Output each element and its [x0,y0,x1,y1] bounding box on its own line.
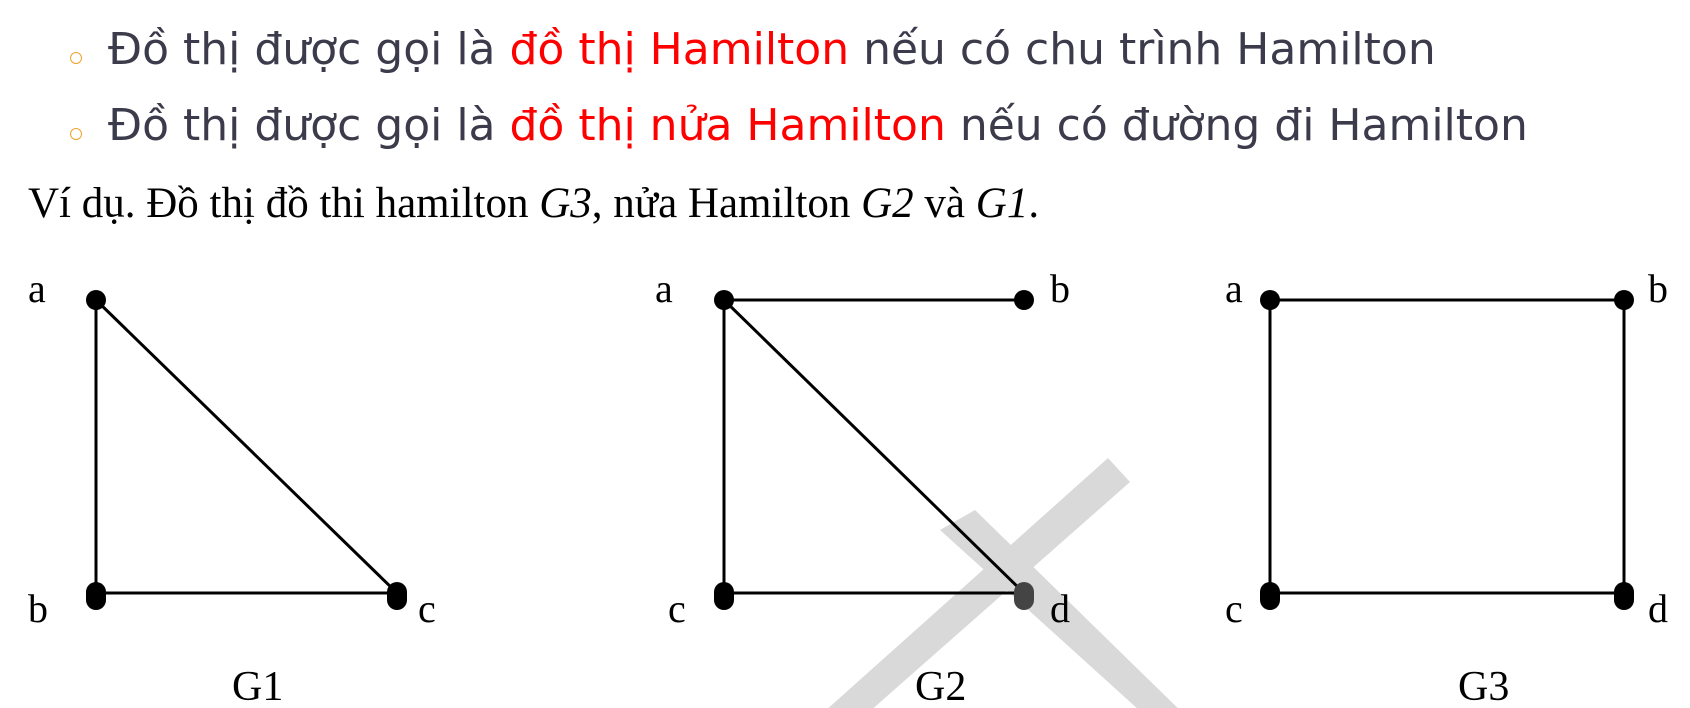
example-mid1: , nửa Hamilton [591,180,862,227]
g3-vertex-c [1260,582,1280,610]
graph-g3 [1270,300,1624,593]
bullet-text-before: Đồ thị được gọi là [108,24,510,75]
g2-vertex-a [714,290,734,310]
bullet-highlight: đồ thị Hamilton [509,24,850,75]
g3-name: G3 [1458,664,1510,708]
g2-name: G2 [915,664,967,708]
g3-label-b: b [1648,266,1668,311]
bullet-highlight: đồ thị nửa Hamilton [509,100,946,151]
g1-vertex-b [86,582,106,610]
watermark-icon [815,458,1190,708]
g3-label-d: d [1648,586,1668,631]
g2-vertex-d [1014,582,1034,610]
g3-label-c: c [1225,586,1243,631]
example-prefix: Ví dụ. Đồ thị đồ thi hamilton [28,180,540,227]
example-g3: G3 [539,180,592,227]
g3-vertex-b [1614,290,1634,310]
g2-label-b: b [1050,266,1070,311]
example-g1: G1 [975,180,1029,227]
g3-vertex-d [1614,582,1634,610]
g1-name: G1 [232,664,284,708]
example-g2: G2 [861,180,914,227]
g2-label-c: c [668,586,686,631]
graph-g1 [96,300,397,593]
bullet-text-before: Đồ thị được gọi là [108,100,510,151]
g1-vertex-c [387,582,407,610]
g1-label-c: c [418,586,436,631]
g1-label-a: a [28,266,46,311]
bullet-text-after: nếu có đường đi Hamilton [945,100,1528,151]
g2-label-d: d [1050,586,1070,631]
g3-vertex-a [1260,290,1280,310]
graph-g2 [724,300,1024,593]
bullet-text-after: nếu có chu trình Hamilton [849,24,1436,75]
g3-label-a: a [1225,266,1243,311]
g2-label-a: a [655,266,673,311]
g1-edge-ac [96,300,397,593]
example-mid2: và [913,180,976,227]
g2-edge-ad [724,300,1024,593]
example-suffix: . [1028,180,1040,227]
g2-vertex-c [714,582,734,610]
g1-vertex-a [86,290,106,310]
g1-label-b: b [28,586,48,631]
g2-vertex-b [1014,290,1034,310]
